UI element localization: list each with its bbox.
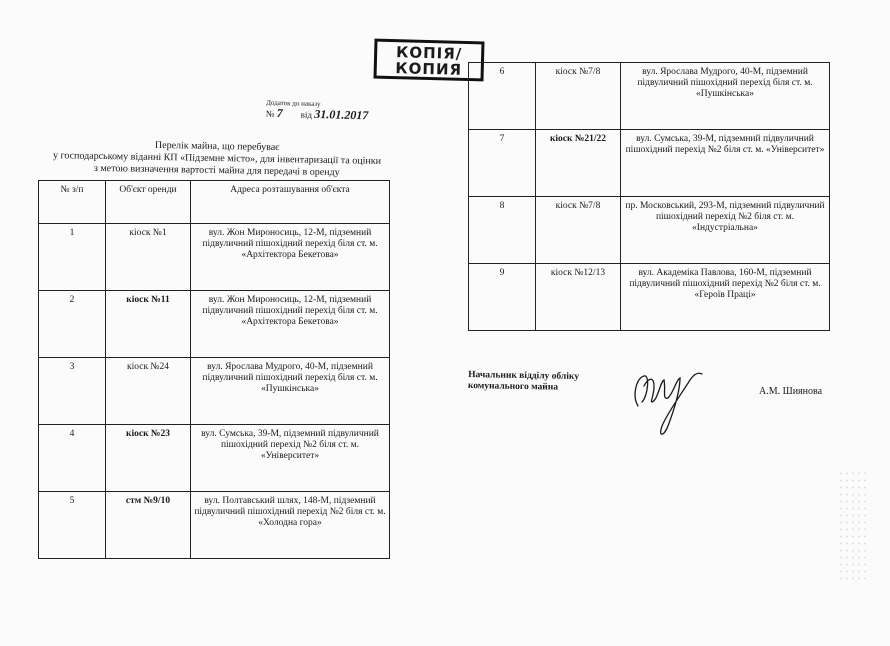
table-row [39,224,390,291]
row-object: кіоск №21/22 [536,130,621,197]
signatory-title-line-2: комунального майна [467,381,559,393]
row-num: 9 [469,264,536,331]
table-row [39,291,390,358]
table-row [39,492,390,559]
row-num: 3 [39,358,106,425]
scan-noise [838,470,868,580]
table-row [469,264,830,331]
table-row [469,197,830,264]
row-address: вул. Жон Мироносиць, 12-М, підземний підвуличний пішохідний перехід біля ст. м. «Архітектора Бекетова» [191,224,390,291]
header-address: Адреса розташування об'єкта [191,181,390,224]
row-object: кіоск №24 [106,358,191,425]
annex-date-value: 31.01.2017 [314,106,369,123]
table-row [469,130,830,197]
row-address: вул. Жон Мироносиць, 12-М, підземний підвуличний пішохідний перехід біля ст. м. «Архітектора Бекетова» [191,291,390,358]
row-num: 2 [39,291,106,358]
title-line-1: Перелік майна, що перебуває [154,139,280,154]
row-num: 5 [39,492,106,559]
signatory-name: А.М. Шиянова [759,386,823,397]
header-object: Об'єкт оренди [106,181,191,224]
annex-number-prefix: № [265,108,275,119]
annex-label: Додаток до наказу [266,98,321,109]
annex-note [266,99,369,122]
row-object: кіоск №11 [106,291,191,358]
row-num: 6 [469,63,536,130]
row-num: 7 [469,130,536,197]
row-address: вул. Ярослава Мудрого, 40-М, підземний підвуличний пішохідний перехід біля ст. м. «Пушкінська» [191,358,390,425]
row-object: стм №9/10 [106,492,191,559]
signatory-title [468,370,579,394]
row-address: вул. Ярослава Мудрого, 40-М, підземний підвуличний пішохідний перехід біля ст. м. «Пушкінська» [621,63,830,130]
annex-number-value: 7 [276,105,283,121]
stamp-line-1: КОПІЯ/ [395,43,463,63]
property-table-right [468,62,830,331]
row-object: кіоск №1 [106,224,191,291]
row-address: вул. Полтавський шлях, 148-М, підземний підвуличний пішохідний перехід №2 біля ст. м. «Холодна гора» [191,492,390,559]
annex-number-line [265,105,369,123]
table-header-row [39,181,390,224]
row-object: кіоск №7/8 [536,63,621,130]
header-num: № з/п [39,181,106,224]
row-num: 8 [469,197,536,264]
stamp-line-2: КОПИЯ [395,59,463,79]
row-num: 4 [39,425,106,492]
row-address: пр. Московський, 293-М, підземний підвуличний пішохідний перехід №2 біля ст. м. «Індустріальна» [621,197,830,264]
title-line-3: з метою визначення вартості майна для передачі в оренду [93,162,340,179]
row-object: кіоск №23 [106,425,191,492]
row-object: кіоск №7/8 [536,197,621,264]
table-row [39,425,390,492]
row-address: вул. Сумська, 39-М, підземний підвуличний пішохідний перехід №2 біля ст. м. «Університет» [191,425,390,492]
annex-date-prefix: від [300,109,313,120]
title-line-2: у господарському віданні КП «Підземне місто», для інвентаризації та оцінки [52,150,382,167]
signatory-title-line-1: Начальник відділу обліку [468,370,580,382]
handwritten-signature [628,356,708,440]
row-num: 1 [39,224,106,291]
document-title [38,138,397,180]
table-row [39,358,390,425]
property-table-left [38,180,390,559]
row-address: вул. Сумська, 39-М, підземний підвуличний пішохідний перехід №2 біля ст. м. «Університет» [621,130,830,197]
table-row [469,63,830,130]
row-object: кіоск №12/13 [536,264,621,331]
row-address: вул. Академіка Павлова, 160-М, підземний підвуличний пішохідний перехід №2 біля ст. м. «Героїв Праці» [621,264,830,331]
